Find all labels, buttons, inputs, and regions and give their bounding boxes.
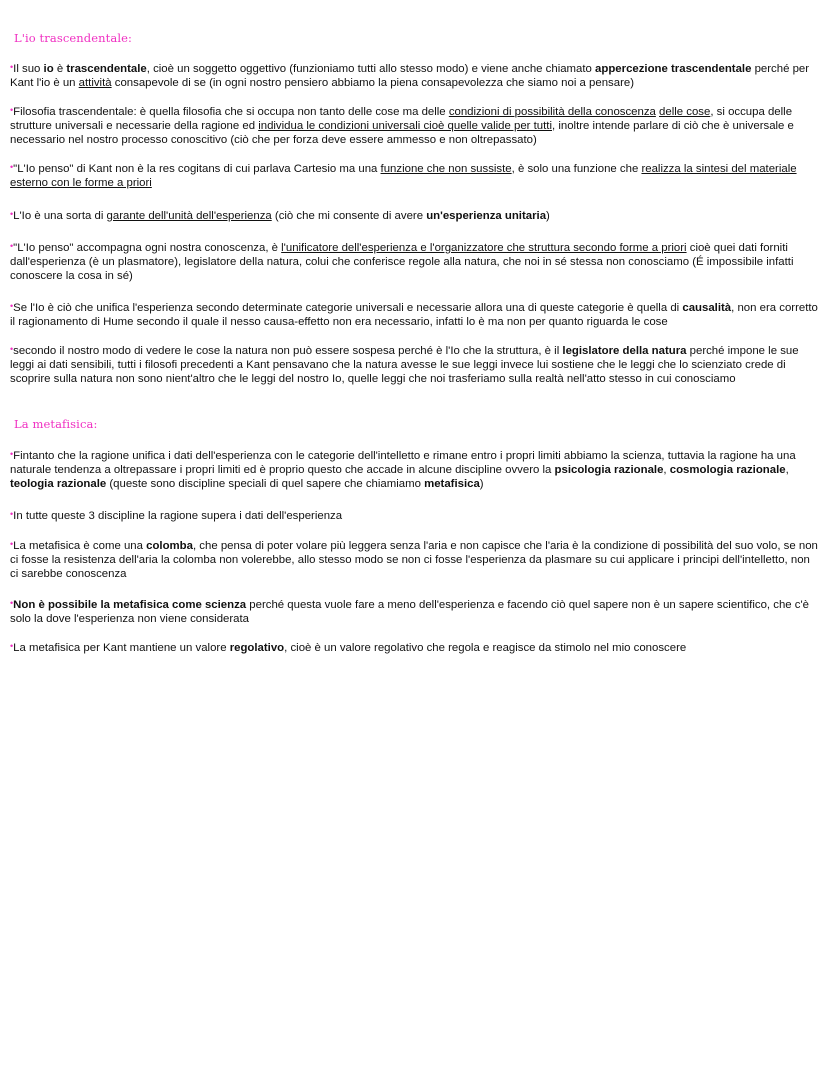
underlined-text: delle cose bbox=[659, 106, 711, 118]
bullet-icon: • bbox=[10, 209, 14, 219]
text-run: L'Io è una sorta di bbox=[13, 210, 107, 222]
text-run: (queste sono discipline speciali di quel sapere che chiamiamo bbox=[106, 478, 425, 491]
text-run: , inoltre intende parlare di ciò che è universale e necessario nel nostro processo conoscitivo (ciò che per forza deve essere ammesso e non oltrepassato) bbox=[10, 120, 794, 147]
section-heading-metafisica: La metafisica: bbox=[14, 417, 98, 431]
underlined-text: individua le condizioni universali cioè quelle valide per tutti bbox=[258, 120, 553, 133]
paragraph bbox=[10, 596, 818, 626]
underlined-text: condizioni di possibilità della conoscenza bbox=[448, 106, 656, 118]
text-run: , cioè è un valore regolativo che regola e reagisce da stimolo nel mio conoscere bbox=[284, 642, 687, 654]
bullet-icon: • bbox=[10, 539, 14, 549]
section-heading-io-trascendentale: L'io trascendentale: bbox=[14, 31, 132, 45]
bold-text: cosmologia razionale bbox=[669, 464, 786, 477]
text-run: (ciò che mi consente di avere bbox=[271, 210, 427, 222]
bold-text: trascendentale bbox=[66, 63, 147, 75]
bold-text: appercezione trascendentale bbox=[595, 63, 752, 75]
bold-text: Non è possibile la metafisica come scienza bbox=[13, 599, 247, 611]
text-run: perché impone le sue leggi ai dati sensibili, tutti i filosofi precedenti a Kant pensavano che la natura avesse le sue leggi invece lui sostiene che le leggi che lo scienziato crede di scoprire sulla natura non sono nient'altro che le leggi del nostro Io, quelle leggi che noi trasferiamo sulla realtà nell'atto stesso in cui conosciamo bbox=[10, 345, 799, 386]
underlined-text: attività bbox=[78, 77, 112, 90]
text-run: , è solo una funzione che bbox=[511, 163, 642, 175]
bullet-icon: • bbox=[10, 62, 14, 72]
paragraph bbox=[10, 639, 818, 655]
bullet-icon: • bbox=[10, 162, 14, 172]
bullet-icon: • bbox=[10, 105, 14, 115]
underlined-text: realizza la sintesi del materiale esterno con le forme a priori bbox=[10, 163, 797, 190]
paragraph bbox=[10, 299, 818, 329]
paragraph bbox=[10, 160, 818, 190]
bold-text: causalità bbox=[682, 302, 732, 314]
paragraph bbox=[10, 103, 818, 148]
bold-text: psicologia razionale bbox=[554, 464, 664, 477]
text-run: cioè quei dati forniti dall'esperienza (è un plasmatore), legislatore della natura, colui che conferisce regole alla natura, che noi in sé stessa non conosciamo (É impossibile infatti conoscere la cosa in sé) bbox=[10, 242, 794, 283]
text-run: perché per Kant l'io è un bbox=[10, 63, 810, 90]
bold-text: colomba bbox=[146, 540, 193, 552]
bullet-icon: • bbox=[10, 301, 14, 311]
text-run: , che pensa di poter volare più leggera senza l'aria e non capisce che l'aria è la condizione di possibilità del suo volo, se non ci fosse la resistenza dell'aria la colomba non volerebbe, allo stesso modo se non ci fosse l'esperienza da plasmare su cui applicare i principi dell'intelletto, non ci sarebbe conoscenza bbox=[10, 540, 818, 581]
bullet-icon: • bbox=[10, 509, 14, 519]
bold-text: io bbox=[43, 63, 54, 75]
bold-text: regolativo bbox=[229, 642, 285, 654]
text-run: secondo il nostro modo di vedere le cose la natura non può essere sospesa perché è l'Io che la struttura, è il bbox=[13, 345, 563, 357]
paragraph bbox=[10, 60, 818, 90]
text-run: , bbox=[663, 464, 670, 477]
paragraph bbox=[10, 447, 818, 492]
bullet-icon: • bbox=[10, 598, 14, 608]
text-run: In tutte queste 3 discipline la ragione supera i dati dell'esperienza bbox=[13, 510, 343, 522]
text-run: La metafisica è come una bbox=[13, 540, 147, 552]
text-run: Filosofia trascendentale: è quella filosofia che si occupa non tanto delle cose ma delle bbox=[13, 106, 449, 118]
text-run: , non era corretto il ragionamento di Hume secondo il quale il nesso causa-effetto non era necessario, infatti lo è ma non per quanto riguarda le cose bbox=[10, 302, 818, 329]
text-run: La metafisica per Kant mantiene un valore bbox=[13, 642, 230, 654]
underlined-text: funzione che non sussiste bbox=[380, 163, 512, 175]
bullet-icon: • bbox=[10, 449, 14, 459]
text-run: "L'Io penso" di Kant non è la res cogitans di cui parlava Cartesio ma una bbox=[13, 163, 381, 175]
paragraph bbox=[10, 537, 818, 582]
bold-text: teologia razionale bbox=[10, 478, 107, 491]
bullet-icon: • bbox=[10, 641, 14, 651]
text-run: ) bbox=[546, 210, 550, 222]
bullet-icon: • bbox=[10, 344, 14, 354]
paragraph bbox=[10, 207, 818, 223]
text-run: consapevole di se (in ogni nostro pensiero abbiamo la piena consapevolezza che siamo noi a pensare) bbox=[111, 77, 634, 90]
paragraph bbox=[10, 507, 818, 523]
underlined-text: l'unificatore dell'esperienza e l'organizzatore che struttura secondo forme a priori bbox=[281, 242, 687, 254]
bold-text: metafisica bbox=[424, 478, 480, 491]
text-run: perché questa vuole fare a meno dell'esperienza e facendo ciò quel sapere non è un sapere scientifico, che c'è solo la dove l'esperienza non viene considerata bbox=[10, 599, 809, 626]
bold-text: legislatore della natura bbox=[562, 345, 687, 357]
text-run: è bbox=[53, 63, 67, 75]
paragraph bbox=[10, 342, 818, 387]
bullet-icon: • bbox=[10, 241, 14, 251]
text-run: Fintanto che la ragione unifica i dati dell'esperienza con le categorie dell'intelletto e rimane entro i propri limiti abbiamo la scienza, tuttavia la ragione ha una naturale tendenza a oltrepassare i propri limiti ed è proprio questo che accade in alcune discipline ovvero la bbox=[10, 450, 796, 477]
text-run: , bbox=[785, 464, 789, 477]
text-run: , si occupa delle strutture universali e necessarie della ragione ed bbox=[10, 106, 793, 133]
text-run: , cioè un soggetto oggettivo (funzioniamo tutti allo stesso modo) e viene anche chiamato bbox=[146, 63, 596, 75]
paragraph bbox=[10, 239, 818, 284]
text-run: "L'Io penso" accompagna ogni nostra conoscenza, è bbox=[13, 242, 282, 254]
text-run: Se l'Io è ciò che unifica l'esperienza secondo determinate categorie universali e necessarie allora una di queste categorie è quella di bbox=[13, 302, 683, 314]
bold-text: un'esperienza unitaria bbox=[426, 210, 547, 222]
text-run: ) bbox=[479, 478, 484, 491]
underlined-text: garante dell'unità dell'esperienza bbox=[106, 210, 272, 222]
text-run: Il suo bbox=[13, 63, 44, 75]
